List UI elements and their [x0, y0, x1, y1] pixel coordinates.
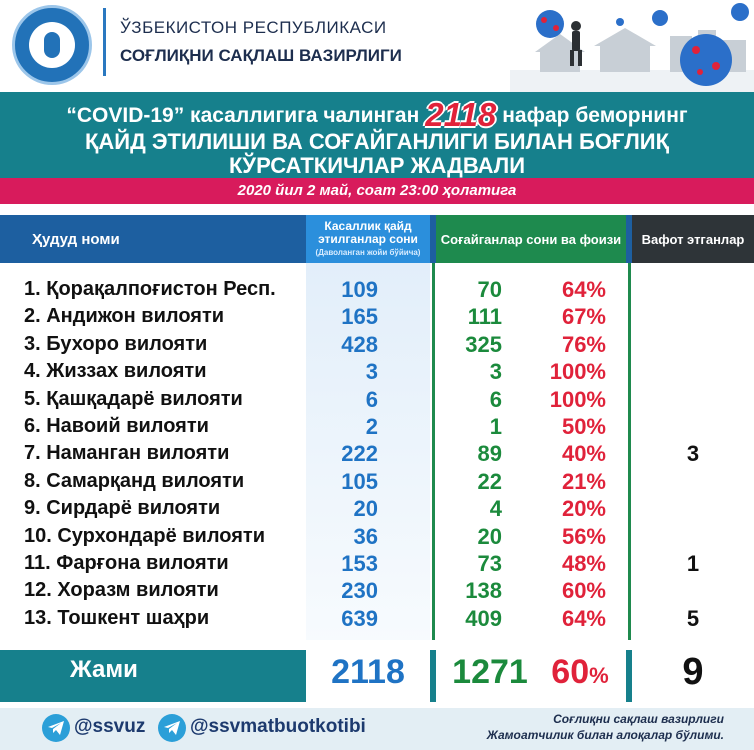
header-region: Ҳудуд номи [32, 231, 120, 248]
deaths-value: 3 [686, 441, 700, 467]
cases-value: 105 [341, 468, 378, 494]
region-name: 10. Сурхондарё вилояти [24, 524, 265, 547]
recovered-percent: 100% [549, 359, 606, 385]
totals-percent-sign: % [589, 663, 609, 688]
telegram-handle-ssvuz[interactable]: @ssvuz [74, 716, 146, 737]
recovered-percent: 64% [561, 277, 606, 302]
title-line-1-after: нафар беморнинг [502, 104, 688, 127]
header-divider [103, 8, 106, 76]
footer-credit-ministry: Соғлиқни сақлаш вазирлиги [553, 712, 724, 726]
cases-value: 153 [341, 550, 378, 576]
recovered-value: 111 [467, 304, 502, 330]
header-cases-note: (Даволанган жойи бўйича) [315, 248, 421, 257]
totals-cases: 2118 [331, 653, 405, 691]
recovered-percent: 56% [561, 523, 606, 549]
header-cases-line1: Касаллик қайд [324, 219, 412, 233]
header-recovered: Соғайганлар сони ва фоизи [440, 232, 622, 247]
recovered-value: 73 [477, 550, 502, 576]
telegram-icon[interactable] [42, 714, 70, 742]
header-deaths: Вафот этганлар [641, 232, 745, 247]
table-row [0, 605, 754, 632]
ministry-name-label: СОҒЛИҚНИ САҚЛАШ ВАЗИРЛИГИ [120, 46, 402, 65]
recovered-value: 3 [489, 359, 502, 385]
telegram-handle-press[interactable]: @ssvmatbuotkotibi [190, 716, 366, 737]
recovered-value: 1 [489, 413, 502, 439]
region-name: 7. Наманган вилояти [24, 442, 230, 465]
cases-value: 230 [341, 578, 378, 604]
cases-value: 20 [353, 496, 378, 522]
cases-value: 222 [341, 441, 378, 467]
table-row [0, 386, 754, 413]
totals-label: Жами [70, 656, 138, 683]
cases-value: 165 [341, 304, 378, 330]
footer-credit-department: Жамоатчилик билан алоқалар бўлими. [486, 728, 724, 742]
region-name: 11. Фарғона вилояти [24, 551, 229, 574]
region-name: 4. Жиззах вилояти [24, 360, 207, 383]
region-name: 3. Бухоро вилояти [24, 332, 208, 355]
recovered-percent: 21% [561, 468, 606, 494]
region-name: 1. Қорақалпоғистон Респ. [24, 278, 276, 300]
virus-city-illustration [510, 0, 754, 92]
region-name: 8. Самарқанд вилояти [24, 469, 245, 492]
header-cases-line2: этилганлар сони [318, 232, 418, 246]
table-row [0, 468, 754, 495]
region-name: 6. Навоий вилояти [24, 414, 209, 437]
recovered-percent: 60% [561, 578, 606, 604]
telegram-icon[interactable] [158, 714, 186, 742]
cases-value: 109 [341, 277, 378, 302]
totals-recovered: 1271 [452, 653, 528, 691]
table-row [0, 440, 754, 467]
title-total-number: 2118 [425, 96, 497, 133]
table-row [0, 495, 754, 522]
report-date: 2020 йил 2 май, соат 23:00 ҳолатига [237, 182, 517, 199]
recovered-value: 22 [477, 468, 502, 494]
totals-deaths: 9 [682, 651, 704, 693]
title-line-2: ҚАЙД ЭТИЛИШИ ВА СОҒАЙГАНЛИГИ БИЛАН БОҒЛИҚ [84, 129, 670, 154]
ministry-republic-label: ЎЗБЕКИСТОН РЕСПУБЛИКАСИ [120, 18, 387, 37]
recovered-value: 70 [477, 277, 502, 302]
title-line-3: КЎРСАТКИЧЛАР ЖАДВАЛИ [228, 153, 526, 178]
table-row [0, 276, 754, 303]
region-name: 9. Сирдарё вилояти [24, 497, 221, 520]
table-row [0, 413, 754, 440]
recovered-percent: 50% [561, 413, 606, 439]
region-name: 12. Хоразм вилояти [24, 579, 219, 602]
totals-percent-number: 60 [551, 653, 590, 691]
recovered-value: 325 [465, 331, 502, 357]
cases-value: 2 [365, 413, 378, 439]
recovered-percent: 48% [561, 550, 606, 576]
header-cases [306, 220, 430, 246]
table-row [0, 358, 754, 385]
recovered-value: 4 [489, 496, 502, 522]
recovered-value: 6 [489, 386, 502, 412]
totals-percent [540, 653, 620, 692]
cases-value: 428 [341, 331, 378, 357]
table-row [0, 550, 754, 577]
region-name: 2. Андижон вилояти [24, 305, 225, 328]
deaths-value: 1 [686, 550, 700, 576]
recovered-value: 138 [465, 578, 502, 604]
table-row [0, 331, 754, 358]
recovered-value: 20 [477, 523, 502, 549]
table-row [0, 303, 754, 330]
title-line-1-before: “COVID-19” касаллигига чалинган [66, 104, 420, 127]
recovered-value: 89 [477, 441, 502, 467]
table-row [0, 577, 754, 604]
recovered-percent: 100% [549, 386, 606, 412]
recovered-value: 409 [465, 605, 502, 631]
recovered-percent: 40% [561, 441, 606, 467]
cases-value: 36 [353, 523, 378, 549]
table-body [0, 276, 754, 632]
ministry-emblem-icon [12, 5, 92, 85]
deaths-value: 5 [686, 605, 700, 631]
recovered-percent: 20% [561, 496, 606, 522]
recovered-percent: 67% [561, 304, 606, 330]
cases-value: 639 [341, 605, 378, 631]
table-row [0, 523, 754, 550]
recovered-percent: 76% [561, 331, 606, 357]
region-name: 13. Тошкент шаҳри [24, 606, 210, 629]
cases-value: 3 [365, 359, 378, 385]
region-name: 5. Қашқадарё вилояти [24, 387, 243, 410]
cases-value: 6 [365, 386, 378, 412]
recovered-percent: 64% [561, 605, 606, 631]
